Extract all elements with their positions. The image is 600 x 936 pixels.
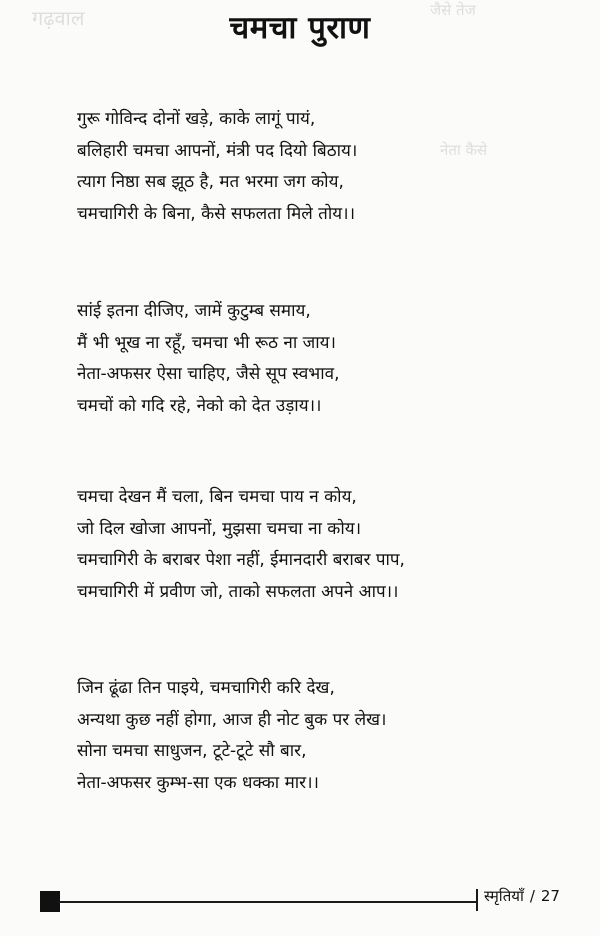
verse-line: चमचागिरी के बराबर पेशा नहीं, ईमानदारी बराबर पाप,: [77, 550, 405, 570]
footer-block-icon: [40, 891, 60, 912]
running-footer: [484, 886, 560, 906]
verse-line: जो दिल खोजा आपनों, मुझसा चमचा ना कोय।: [77, 518, 362, 539]
show-through-text: जैसे तेज: [430, 1, 476, 19]
verse-line: गुरू गोविन्द दोनों खड़े, काके लागूं पायं,: [77, 109, 316, 129]
show-through-text: नेता कैसे: [440, 141, 488, 159]
book-title: स्मृतियाँ: [484, 887, 524, 905]
verse-line: बलिहारी चमचा आपनों, मंत्री पद दियो बिठाय।: [77, 140, 358, 161]
verse-line: सांई इतना दीजिए, जामें कुटुम्ब समाय,: [77, 301, 311, 321]
verse-line: चमचा देखन मैं चला, बिन चमचा पाय न कोय,: [77, 487, 357, 507]
verse-line: अन्यथा कुछ नहीं होगा, आज ही नोट बुक पर लेख।: [77, 709, 387, 730]
verse-line: जिन ढूंढा तिन पाइये, चमचागिरी करि देख,: [77, 678, 335, 698]
stanza-3: [77, 482, 577, 608]
stanza-4: [77, 673, 577, 799]
footer-separator: /: [529, 887, 535, 905]
verse-line: चमचों को गदि रहे, नेको को देत उड़ाय।।: [77, 395, 322, 416]
page-number: 27: [540, 887, 560, 905]
verse-line: चमचागिरी के बिना, कैसे सफलता मिले तोय।।: [77, 203, 356, 224]
verse-line: मैं भी भूख ना रहूँ, चमचा भी रूठ ना जाय।: [77, 332, 336, 353]
verse-line: सोना चमचा साधुजन, टूटे-टूटे सौ बार,: [77, 741, 307, 761]
page-title: चमचा पुराण: [229, 10, 371, 46]
verse-line: नेता-अफसर ऐसा चाहिए, जैसे सूप स्वभाव,: [77, 364, 340, 384]
verse-line: नेता-अफसर कुम्भ-सा एक धक्का मार।।: [77, 772, 319, 793]
verse-line: त्याग निष्ठा सब झूठ है, मत भरमा जग कोय,: [77, 172, 344, 192]
stanza-1: [77, 104, 577, 230]
footer-divider: [476, 889, 478, 911]
show-through-text: गढ़वाल: [32, 6, 85, 30]
footer-rule: [58, 901, 476, 903]
stanza-2: [77, 296, 577, 422]
verse-line: चमचागिरी में प्रवीण जो, ताको सफलता अपने आप।।: [77, 581, 399, 602]
